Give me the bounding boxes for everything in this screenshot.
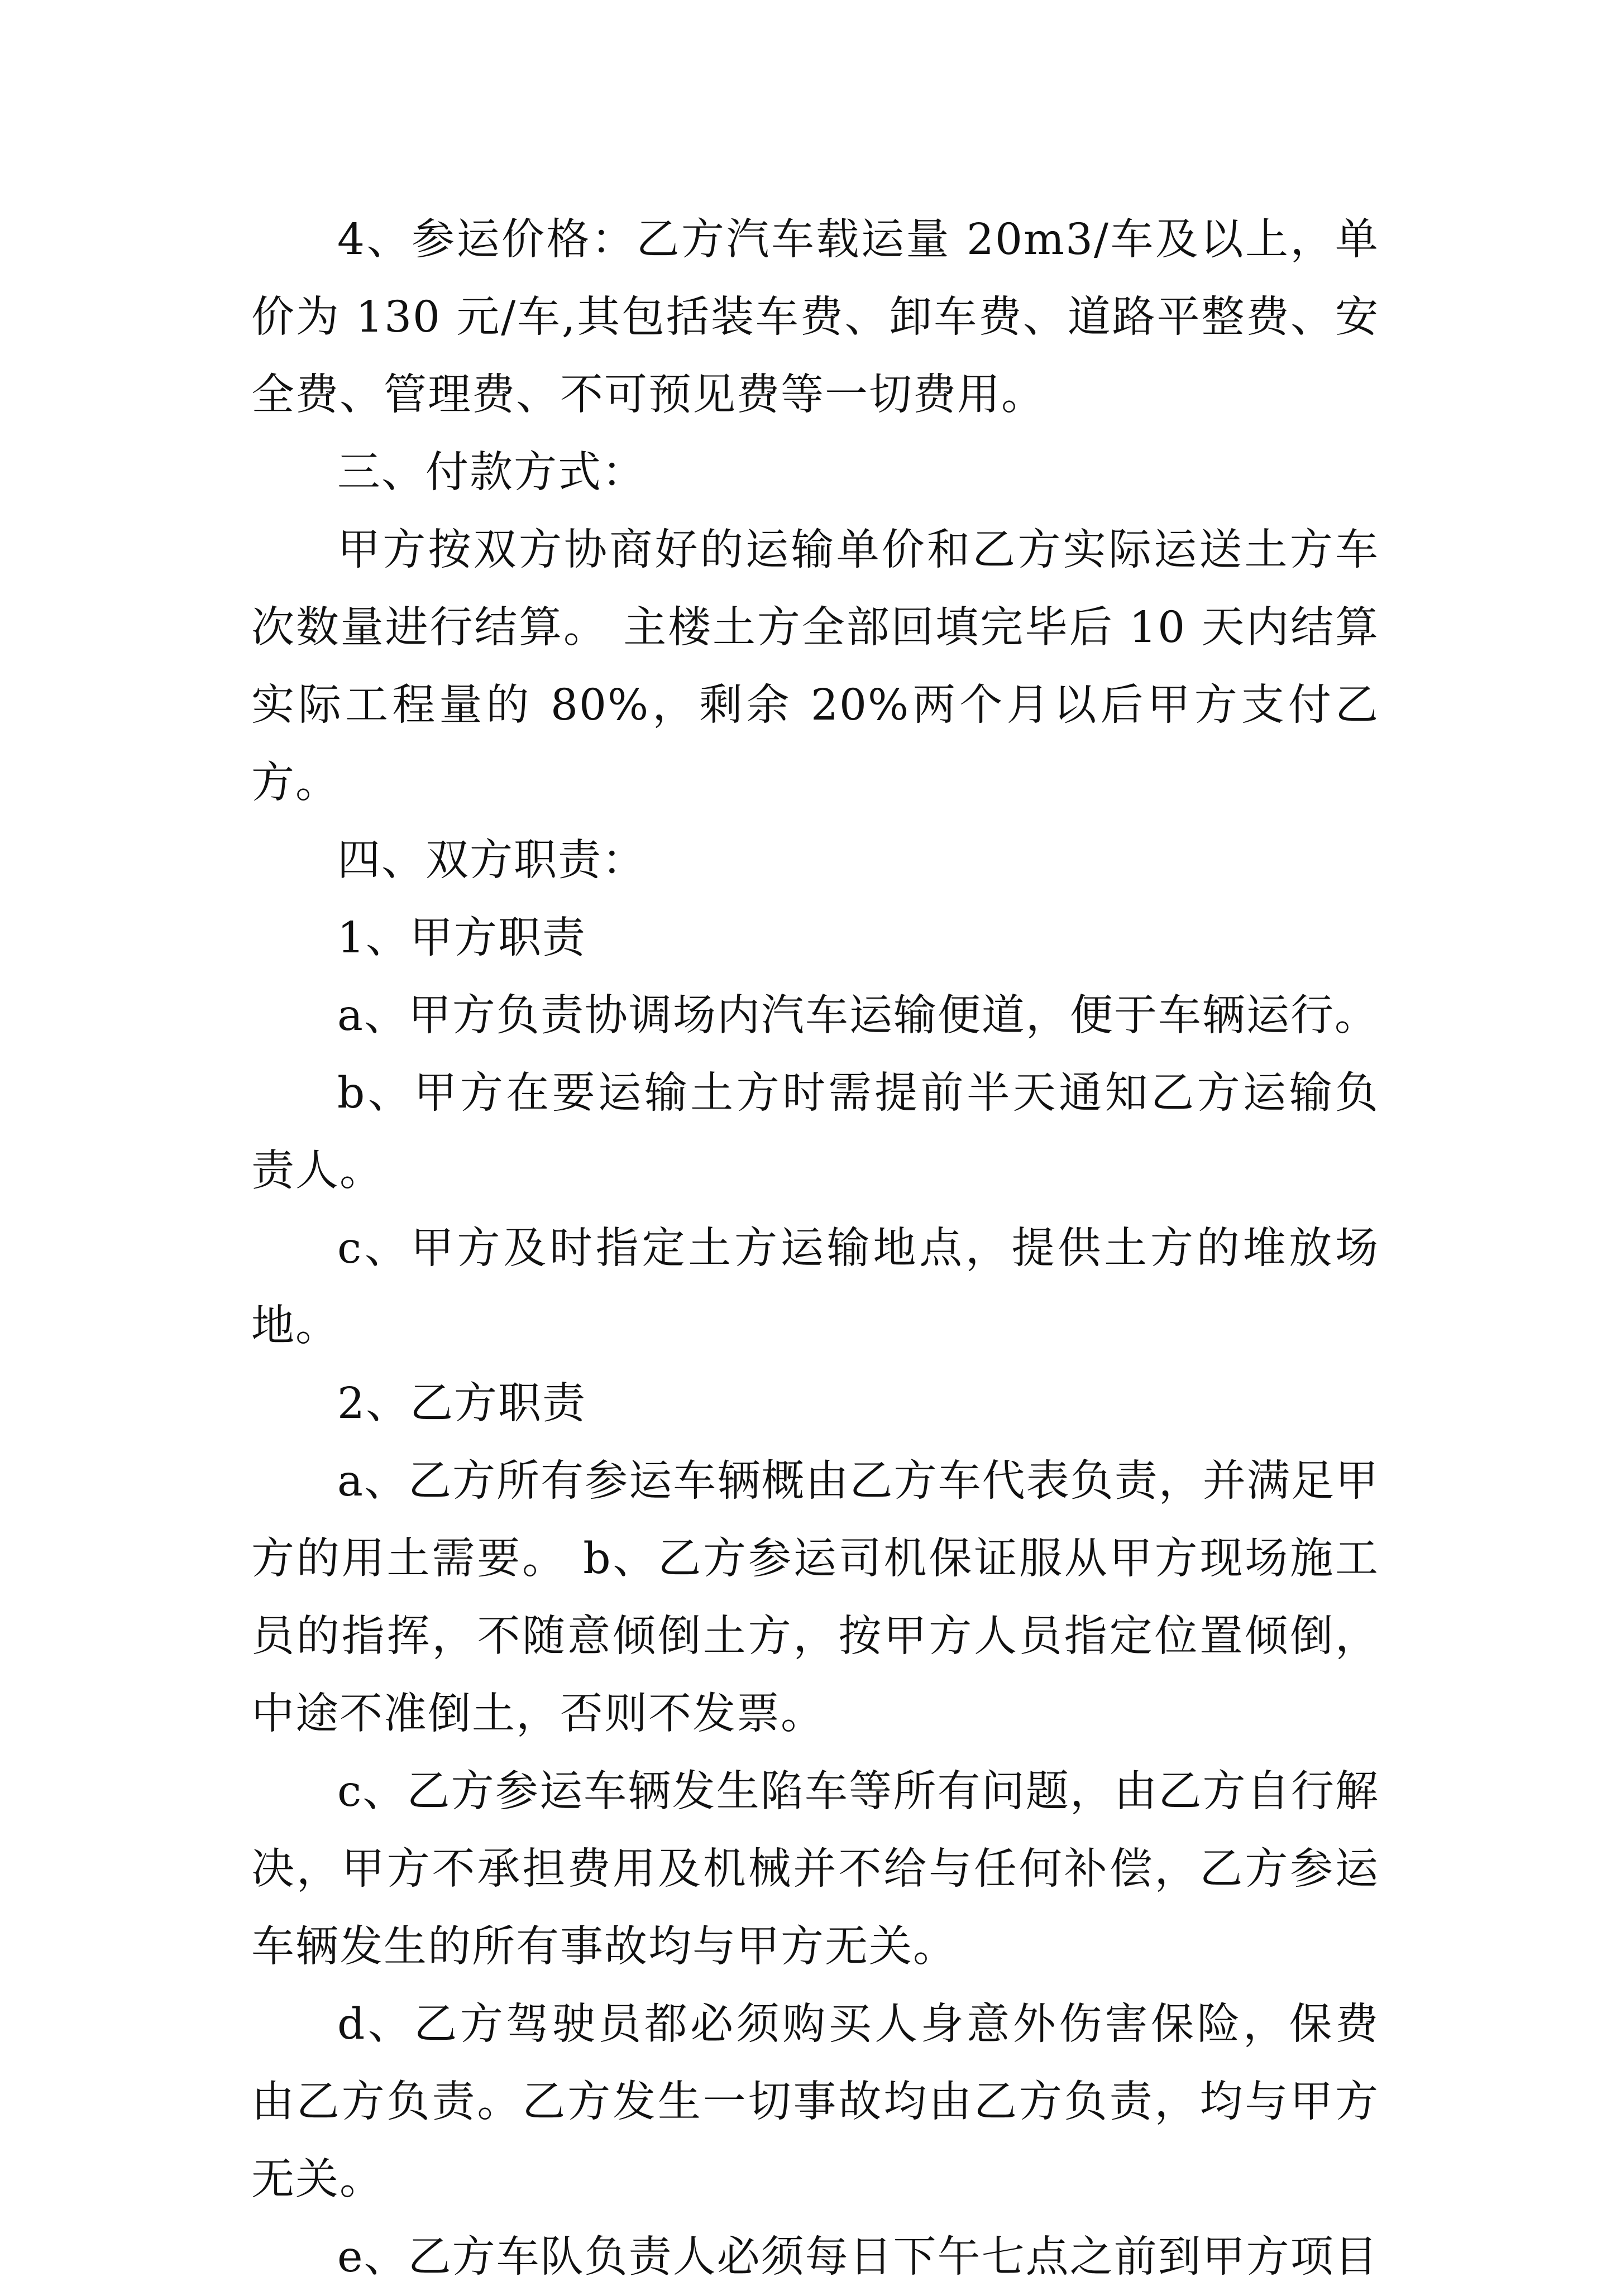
- heading-duties: 四、双方职责：: [337, 836, 646, 885]
- paragraph-party-b-d: d、乙方驾驶员都必须购买人身意外伤害保险，保费由乙方负责。乙方发生一切事故均由乙方负责，均与甲方无关。: [251, 2000, 1379, 2204]
- heading-party-b-duties: 2、乙方职责: [337, 1379, 586, 1429]
- document-body: [251, 201, 1379, 2296]
- paragraph-party-b-c: c、乙方参运车辆发生陷车等所有问题，由乙方自行解决，甲方不承担费用及机械并不给与任何补偿，乙方参运车辆发生的所有事故均与甲方无关。: [251, 1767, 1379, 1972]
- heading-party-a-duties: 1、甲方职责: [337, 913, 586, 963]
- paragraph-party-a-b: b、甲方在要运输土方时需提前半天通知乙方运输负责人。: [251, 1068, 1379, 1196]
- paragraph-party-a-a: a、甲方负责协调场内汽车运输便道，便于车辆运行。: [337, 991, 1379, 1041]
- paragraph-party-b-a-b: a、乙方所有参运车辆概由乙方车代表负责，并满足甲方的用土需要。 b、乙方参运司机保证服从甲方现场施工员的指挥，不随意倾倒土方，按甲方人员指定位置倾倒，中途不准倒土，否则不发票。: [251, 1456, 1379, 1739]
- paragraph-price: 4、参运价格：乙方汽车载运量 20m3/车及以上，单价为 130 元/车,其包括装车费、卸车费、道路平整费、安全费、管理费、不可预见费等一切费用。: [251, 215, 1379, 420]
- paragraph-payment: 甲方按双方协商好的运输单价和乙方实际运送土方车次数量进行结算。 主楼土方全部回填完毕后 10 天内结算实际工程量的 80%，剩余 20%两个月以后甲方支付乙方。: [251, 525, 1379, 808]
- heading-payment: 三、付款方式：: [337, 448, 646, 497]
- paragraph-party-b-e: e、乙方车队负责人必须每日下午七点之前到甲方项目: [337, 2232, 1379, 2282]
- paragraph-party-a-c: c、甲方及时指定土方运输地点，提供土方的堆放场地。: [251, 1224, 1379, 1351]
